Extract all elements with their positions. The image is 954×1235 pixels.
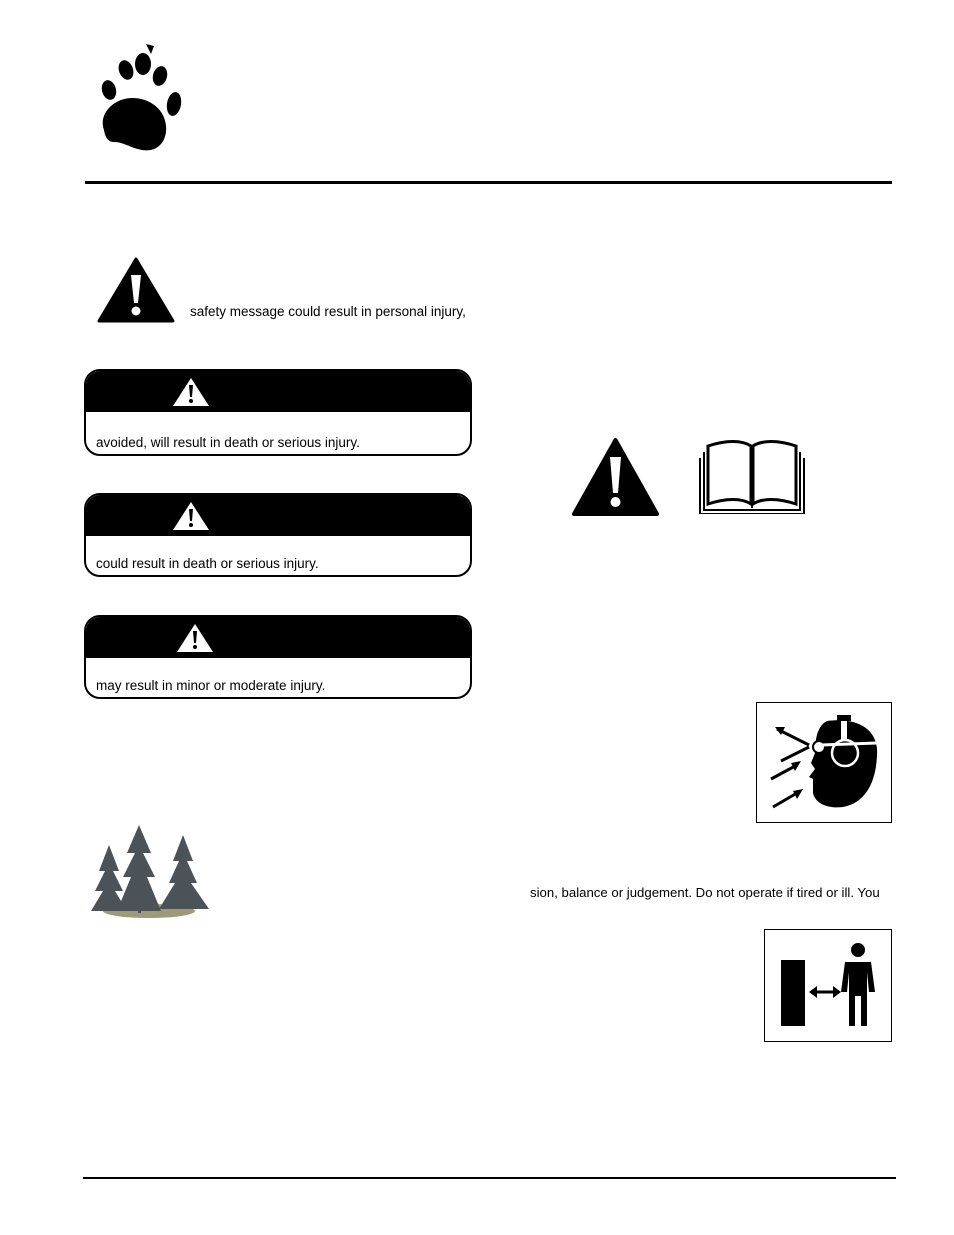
- pine-trees-icon: [85, 823, 213, 919]
- signal-panel-text: avoided, will result in death or serious injury.: [96, 435, 360, 450]
- keep-distance-icon: [765, 930, 890, 1040]
- signal-panel-caution: [84, 615, 472, 699]
- keep-distance-box: [764, 929, 892, 1042]
- signal-panel-text: may result in minor or moderate injury.: [96, 678, 326, 693]
- header-rule: [85, 181, 892, 184]
- paw-print-icon: [96, 42, 188, 154]
- eye-ear-protection-box: [756, 702, 892, 823]
- alert-triangle-icon: [172, 377, 210, 407]
- signal-panel-text: could result in death or serious injury.: [96, 556, 319, 571]
- signal-panel-warning: [84, 493, 472, 577]
- safety-alert-triangle-icon: [97, 257, 175, 323]
- footer-rule: [83, 1177, 896, 1179]
- signal-header-band: [86, 495, 470, 536]
- signal-header-band: [86, 617, 470, 658]
- alert-triangle-icon: [172, 501, 210, 531]
- operator-fitness-text: sion, balance or judgement. Do not operate if tired or ill. You: [530, 885, 880, 900]
- open-book-icon: [696, 438, 808, 514]
- eye-and-ear-protection-icon: [757, 703, 890, 821]
- alert-triangle-icon: [176, 623, 214, 653]
- signal-header-band: [86, 371, 470, 412]
- safety-alert-triangle-icon: [571, 437, 660, 517]
- safety-alert-message: safety message could result in personal injury,: [190, 304, 466, 319]
- signal-panel-danger: [84, 369, 472, 456]
